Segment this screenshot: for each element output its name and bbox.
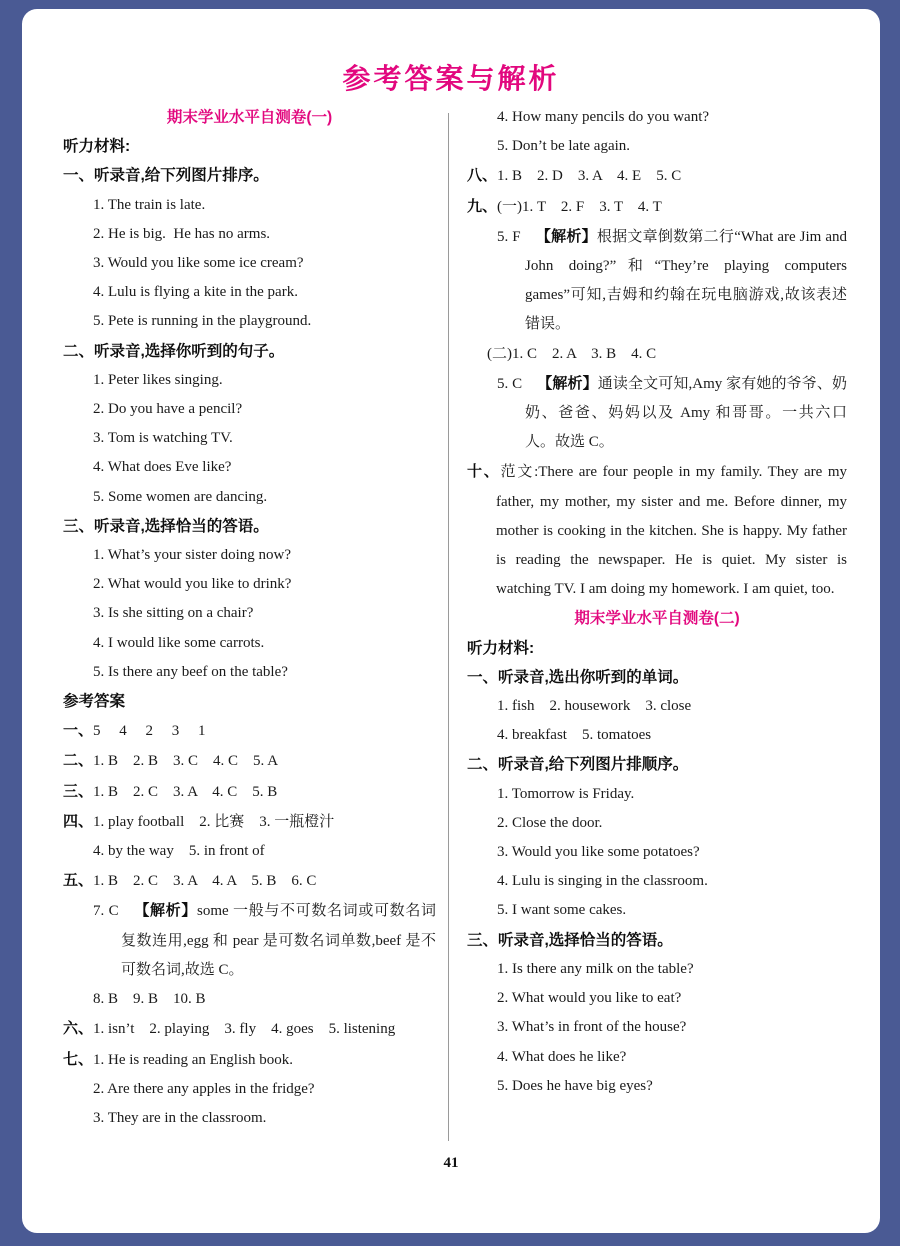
text-run: 1. fish 2. housework 3. close <box>497 698 692 715</box>
answer-continuation <box>467 340 847 369</box>
list-item <box>63 424 436 453</box>
text-run: 1. He is reading an English book. <box>93 1051 293 1068</box>
answer-line <box>63 1045 436 1075</box>
text-run: 1. Peter likes singing. <box>93 371 223 388</box>
section-label: 六、 <box>63 1020 94 1038</box>
text-run: 1. Tomorrow is Friday. <box>497 785 635 802</box>
emphasis-text: 【解析】 <box>535 227 597 245</box>
question-heading <box>467 663 847 692</box>
list-item <box>467 984 847 1013</box>
list-item <box>63 483 436 512</box>
list-item <box>467 721 847 750</box>
section-label: 二、 <box>63 752 94 770</box>
text-run: 5. Is there any beef on the table? <box>93 663 288 680</box>
text-run: 1. B 2. C 3. A 4. C 5. B <box>93 783 278 800</box>
text-run: 1. B 2. D 3. A 4. E 5. C <box>497 168 682 185</box>
text-run: 4. by the way 5. in front of <box>93 843 265 860</box>
list-item <box>467 896 847 925</box>
question-heading <box>467 926 847 955</box>
answer-line <box>63 866 436 896</box>
text-run: 4. What does Eve like? <box>93 459 232 476</box>
answer-continuation <box>63 985 436 1014</box>
section-title <box>63 103 436 132</box>
text-run: 5. F <box>497 228 536 245</box>
list-item <box>63 453 436 482</box>
text-run: 3. Is she sitting on a chair? <box>93 605 254 622</box>
text-run: 5 4 2 3 1 <box>93 723 206 740</box>
text-run: 3. Would you like some ice cream? <box>93 255 304 272</box>
section-label: 五、 <box>63 872 94 890</box>
text-run: 4. Lulu is flying a kite in the park. <box>93 284 298 301</box>
text-run: 3. Tom is watching TV. <box>93 430 233 447</box>
explanation-paragraph <box>467 369 847 458</box>
text-run: 2. Are there any apples in the fridge? <box>93 1080 315 1097</box>
list-item <box>467 1013 847 1042</box>
text-run: 通读全文可知,Amy 家有她的爷爷、奶奶、爸爸、妈妈以及 Amy 和哥哥。一共六口人。故选 C。 <box>525 375 847 451</box>
answer-continuation <box>63 837 436 866</box>
list-item <box>63 599 436 628</box>
text-run: 1. play football 2. 比赛 3. 一瓶橙汁 <box>93 813 335 830</box>
list-item <box>467 867 847 896</box>
text-run: 4. I would like some carrots. <box>93 634 265 651</box>
text-run: 3. They are in the classroom. <box>93 1109 267 1126</box>
text-run: 4. breakfast 5. tomatoes <box>497 727 652 744</box>
explanation-paragraph <box>63 896 436 985</box>
page-title: 参考答案与解析 <box>342 64 560 95</box>
text-run: 听力材料: <box>467 639 535 657</box>
text-run: 3. What’s in front of the house? <box>497 1019 687 1036</box>
text-run: (一)1. T 2. F 3. T 4. T <box>497 198 662 215</box>
list-item <box>467 838 847 867</box>
section-label: 九、 <box>467 197 498 215</box>
text-run: 5. Does he have big eyes? <box>497 1077 653 1094</box>
section-label: 三、 <box>63 782 94 800</box>
text-run: 4. What does he like? <box>497 1048 627 1065</box>
list-item <box>63 658 436 687</box>
list-item <box>63 249 436 278</box>
list-item <box>467 1072 847 1101</box>
column-divider <box>448 113 449 1141</box>
text-run: 5. Pete is running in the playground. <box>93 313 312 330</box>
list-item <box>467 103 847 132</box>
text-run: 二、听录音,给下列图片排顺序。 <box>467 756 689 774</box>
list-item <box>63 278 436 307</box>
subsection-heading <box>467 634 847 663</box>
list-item <box>63 570 436 599</box>
subsection-heading <box>63 132 436 161</box>
page-sheet <box>22 9 880 1233</box>
text-run: 1. Is there any milk on the table? <box>497 960 694 977</box>
text-run: 5. C <box>497 375 538 392</box>
section-label: 一、 <box>63 722 94 740</box>
list-item <box>467 780 847 809</box>
text-run: 2. Do you have a pencil? <box>93 401 243 418</box>
question-heading <box>63 161 436 190</box>
list-item <box>63 220 436 249</box>
text-run: 三、听录音,选择恰当的答语。 <box>467 931 673 949</box>
section-title <box>467 604 847 633</box>
text-run: 5. Some women are dancing. <box>93 488 268 505</box>
list-item <box>63 629 436 658</box>
text-run: some 一般与不可数名词或可数名词复数连用,egg 和 pear 是可数名词单数,beef 是不可数名词,故选 C。 <box>121 903 436 978</box>
text-run: 2. He is big. He has no arms. <box>93 225 271 242</box>
question-heading <box>467 750 847 779</box>
list-item <box>467 809 847 838</box>
answer-line <box>63 1014 436 1044</box>
question-heading <box>63 337 436 366</box>
answer-line <box>63 777 436 807</box>
text-run: 听力材料: <box>63 138 131 156</box>
text-run: 3. Would you like some potatoes? <box>497 844 700 861</box>
answer-line <box>63 716 436 746</box>
left-column <box>63 103 436 1133</box>
list-item <box>63 395 436 424</box>
answer-line <box>63 746 436 776</box>
section-label: 四、 <box>63 812 94 830</box>
text-run: 参考答案 <box>63 693 126 711</box>
text-run: 1. What’s your sister doing now? <box>93 547 292 564</box>
list-item <box>467 955 847 984</box>
text-run: 1. B 2. C 3. A 4. A 5. B 6. C <box>93 873 317 890</box>
text-run: 三、听录音,选择恰当的答语。 <box>63 517 269 535</box>
section-label: 十、 <box>467 463 501 481</box>
text-run: 一、听录音,给下列图片排序。 <box>63 167 269 185</box>
essay-answer <box>467 457 847 604</box>
text-run: 1. isn’t 2. playing 3. fly 4. goes 5. listening <box>93 1021 396 1038</box>
text-run: 1. The train is late. <box>93 196 206 213</box>
emphasis-text: 【解析】 <box>537 374 598 392</box>
text-run: 2. Close the door. <box>497 814 603 831</box>
explanation-paragraph <box>467 222 847 340</box>
text-run: 2. What would you like to drink? <box>93 576 292 593</box>
answer-line <box>467 161 847 191</box>
list-item <box>467 1043 847 1072</box>
answer-continuation <box>63 1075 436 1104</box>
text-run: 期末学业水平自测卷(一) <box>166 109 333 126</box>
text-run: 根据文章倒数第二行“What are Jim and John doing?”和“They’re playing computers games”可知,吉姆和约翰在玩电脑游戏,故该表述错误。 <box>525 228 847 333</box>
text-run: 4. Lulu is singing in the classroom. <box>497 873 708 890</box>
text-run: 7. C <box>93 903 134 920</box>
text-run: 二、听录音,选择你听到的句子。 <box>63 342 285 360</box>
list-item <box>63 191 436 220</box>
question-heading <box>63 512 436 541</box>
answer-continuation <box>63 1104 436 1133</box>
section-label: 七、 <box>63 1050 94 1068</box>
text-run: 期末学业水平自测卷(二) <box>574 610 740 628</box>
answer-line <box>467 192 847 222</box>
page-number: 41 <box>443 1155 459 1171</box>
subsection-heading <box>63 687 436 716</box>
emphasis-text: 【解析】 <box>133 902 197 920</box>
text-run: 4. How many pencils do you want? <box>497 109 710 125</box>
text-run: 2. What would you like to eat? <box>497 990 682 1007</box>
list-item <box>467 132 847 161</box>
text-run: 范文:There are four people in my family. They are my father, my mother, my sister and me. Before dinner, my mother is cooking in the kitchen. She is happy. My father is reading the newspaper. He is quiet. My sister is watching TV. I am doing my homework. I am quiet, too. <box>496 464 847 598</box>
answer-line <box>63 807 436 837</box>
text-run: 1. B 2. B 3. C 4. C 5. A <box>93 753 279 770</box>
text-run: 5. Don’t be late again. <box>497 138 631 155</box>
text-run: 8. B 9. B 10. B <box>93 991 206 1008</box>
text-run: 5. I want some cakes. <box>497 902 627 919</box>
list-item <box>63 541 436 570</box>
list-item <box>63 366 436 395</box>
list-item <box>467 692 847 721</box>
right-column <box>467 103 847 1101</box>
list-item <box>63 307 436 336</box>
text-run: (二)1. C 2. A 3. B 4. C <box>487 345 657 362</box>
text-run: 一、听录音,选出你听到的单词。 <box>467 668 689 686</box>
section-label: 八、 <box>467 167 498 185</box>
